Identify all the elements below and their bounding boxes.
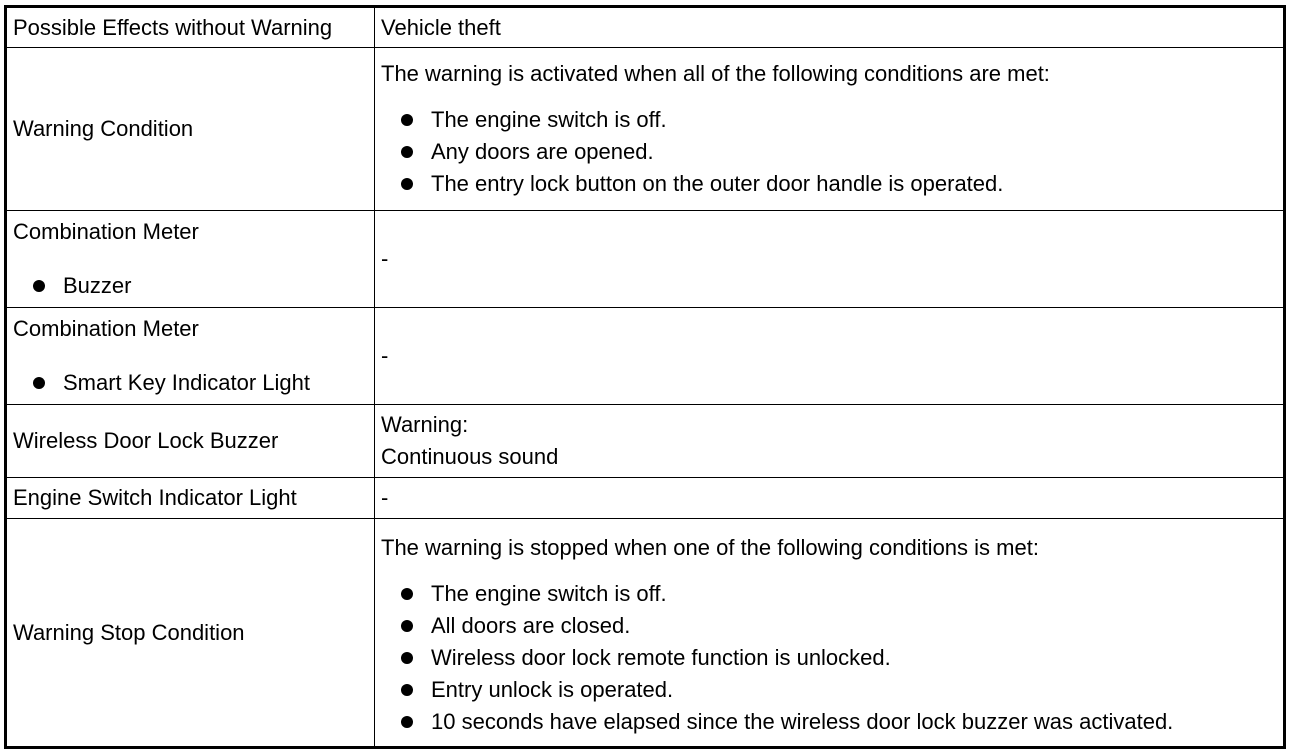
row-value-combination-meter-buzzer: - [375,211,1285,308]
row-label-wireless-door-lock-buzzer: Wireless Door Lock Buzzer [6,405,375,478]
table-row [6,48,1285,211]
warning-condition-list [381,104,1277,200]
row-label-combination-meter-buzzer [6,211,375,308]
list-item: Any doors are opened. [381,136,1277,168]
list-item: Buzzer [13,270,368,302]
row-label-warning-stop-condition: Warning Stop Condition [6,519,375,748]
buzzer-warning-label: Warning: [381,412,469,437]
combination-meter-sublist [13,270,368,302]
list-item: 10 seconds have elapsed since the wireless door lock buzzer was activated. [381,706,1277,738]
buzzer-warning-sound: Continuous sound [381,444,559,469]
table-row [6,519,1285,748]
row-value-combination-meter-indicator: - [375,308,1285,405]
warning-spec-table [4,5,1286,749]
list-item: All doors are closed. [381,610,1277,642]
table-row [6,308,1285,405]
row-value-possible-effects: Vehicle theft [375,7,1285,48]
row-value-warning-condition [375,48,1285,211]
row-value-warning-stop-condition [375,519,1285,748]
table-row [6,7,1285,48]
list-item: The entry lock button on the outer door handle is operated. [381,168,1277,200]
row-label-combination-meter-indicator [6,308,375,405]
list-item: Wireless door lock remote function is unlocked. [381,642,1277,674]
combination-meter-label: Combination Meter [13,316,199,341]
combination-meter-label: Combination Meter [13,219,199,244]
table-row [6,478,1285,519]
warning-condition-intro: The warning is activated when all of the following conditions are met: [381,61,1050,86]
table-row [6,211,1285,308]
list-item: Entry unlock is operated. [381,674,1277,706]
row-label-warning-condition: Warning Condition [6,48,375,211]
row-label-possible-effects: Possible Effects without Warning [6,7,375,48]
table-row [6,405,1285,478]
warning-stop-intro: The warning is stopped when one of the following conditions is met: [381,534,1039,560]
row-label-engine-switch-indicator: Engine Switch Indicator Light [6,478,375,519]
list-item: The engine switch is off. [381,578,1277,610]
row-value-engine-switch-indicator: - [375,478,1285,519]
list-item: Smart Key Indicator Light [13,367,368,399]
list-item: The engine switch is off. [381,104,1277,136]
combination-meter-sublist [13,367,368,399]
row-value-wireless-door-lock-buzzer [375,405,1285,478]
warning-stop-list [381,578,1277,738]
